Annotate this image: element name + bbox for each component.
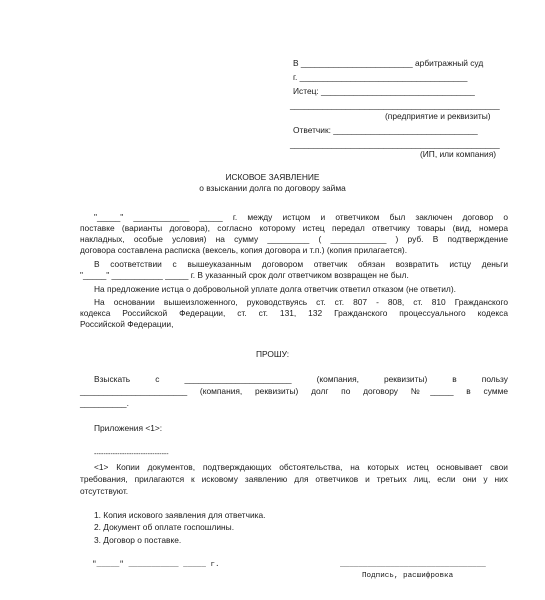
claim-paragraph-1-line-1: "_____" ____________ _____ г. между истцом и ответчиком был заключен договор о [94,212,508,222]
claim-paragraph-1-line-4: договора составлена расписка (вексель, копия договора и т.п.) (копия прилагается). [80,245,408,255]
attachment-item-1: 1. Копия искового заявления для ответчика. [94,510,266,520]
footnote-line-1: <1> Копии документов, подтверждающих обстоятельства, на которых истец основывает свои [94,462,508,472]
claim-paragraph-1-line-3: накладных, особые условия) на сумму _________ ( ____________ ) руб. В подтверждение [80,234,508,244]
claim-paragraph-2-line-1: В соответствии с вышеуказанным договором ответчик обязан возвратить истцу деньги [94,259,508,269]
document-subtitle: о взыскании долга по договору займа [199,183,346,193]
defendant-line: Ответчик: _______________________________ [293,125,478,135]
attachment-item-2: 2. Документ об оплате госпошлины. [94,522,235,532]
defendant-note: (ИП, или компания) [420,149,497,159]
footnote-separator: -------------------------------- [94,451,169,458]
claim-paragraph-1-line-2: поставке (варианты договора), согласно которому истец передал ответчику товары (вид, номера [80,223,508,233]
footnote-line-3: отсутствуют. [80,486,129,496]
request-line-3: __________. [80,398,129,408]
signature-date-line: "_____" ___________ _____ г. [92,561,220,569]
footnote-line-2: требования, прилагаются к исковому заявлению для ответчиков и третьих лиц, если они у них [80,474,508,484]
signature-blank-line: ________________________________ [340,561,486,569]
claim-paragraph-2-line-2: "_____" ___________ _____ г. В указанный срок долг ответчиком возвращен не был. [80,270,409,280]
attachment-item-3: 3. Договор о поставке. [94,535,182,545]
claim-paragraph-3: На предложение истца о добровольной уплате долга ответчик ответил отказом (не ответил). [94,284,456,294]
claim-paragraph-4-line-2: кодекса Российской Федерации, ст. ст. 131, 132 Гражданского процессуального кодекса [80,308,508,318]
claim-paragraph-4-line-1: На основании вышеизложенного, руководствуясь ст. ст. 807 - 808, ст. 810 Гражданского [94,297,508,307]
signature-caption: Подпись, расшифровка [362,572,454,580]
claim-paragraph-4-line-3: Российской Федерации, [80,319,174,329]
request-heading: ПРОШУ: [255,349,290,359]
city-line: г. ____________________________________ [293,72,468,82]
plaintiff-blank-line: _____________________________________________ [290,100,500,110]
request-line-1: Взыскать с _______________________ (компания, реквизиты) в пользу [94,374,508,384]
attachments-heading: Приложения <1>: [94,423,163,433]
request-line-2: _______________________ (компания, реквизиты) долг по договору №_____ в сумме [80,386,508,396]
court-line: В ________________________ арбитражный суд [293,58,484,68]
defendant-blank-line: _____________________________________________ [290,139,500,149]
plaintiff-note: (предприятие и реквизиты) [385,111,491,121]
plaintiff-line: Истец: _________________________________ [293,86,475,96]
document-title: ИСКОВОЕ ЗАЯВЛЕНИЕ [225,172,320,182]
